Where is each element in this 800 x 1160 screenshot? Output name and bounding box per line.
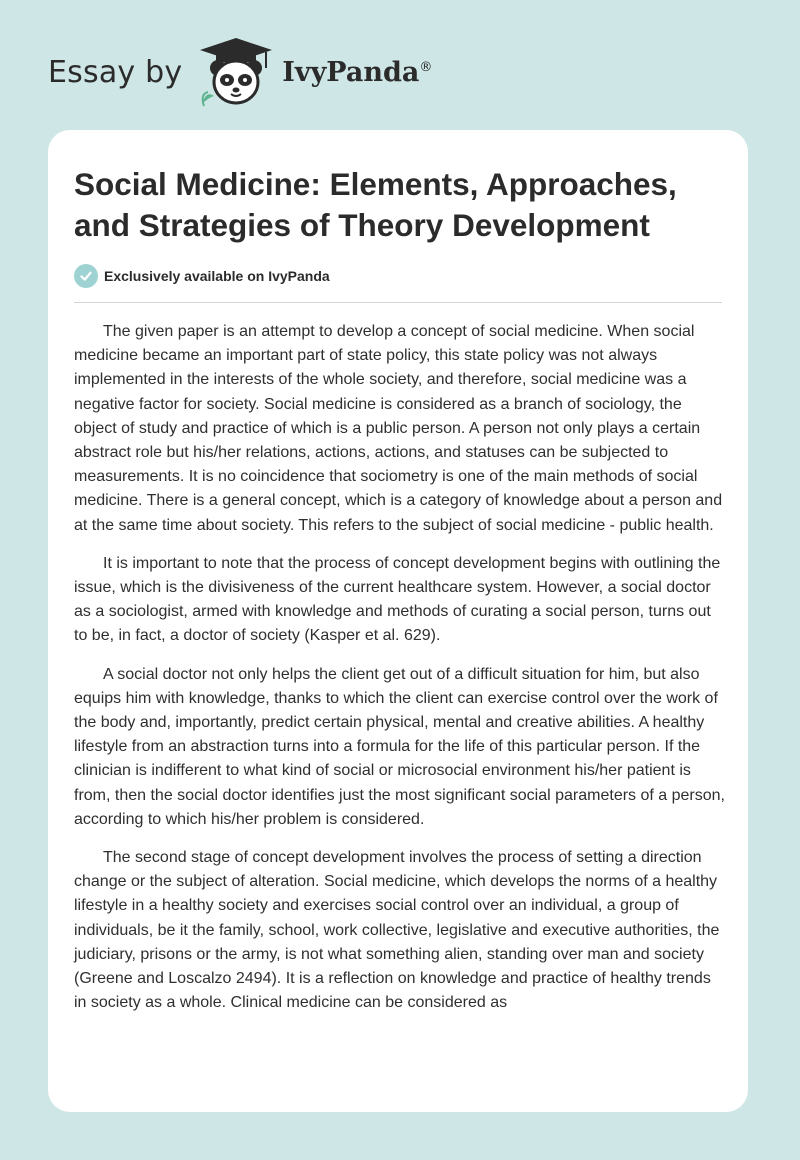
paragraph: The second stage of concept development involves the process of setting a direction change or the subject of alteration. Social medicine, which develops the norms of a healthy lifestyle in a healthy society and exercises social control over an individual, a group of individuals, be it the family, school, work collective, legislative and executive authorities, the judiciary, prisons or the army, is not what something alien, standing over man and society (Greene and Loscalzo 2494). It is a reflection on knowledge and practice of healthy trends in society as a whole. Clinical medicine can be considered as <box>74 849 720 1012</box>
site-header <box>48 36 432 108</box>
essay-body <box>74 320 726 1029</box>
check-circle-icon <box>74 264 98 288</box>
exclusive-badge-label: Exclusively available on IvyPanda <box>104 268 330 284</box>
paragraph: A social doctor not only helps the client get out of a difficult situation for him, but also equips him with knowledge, thanks to which the client can exercise control over the work of the body and, importantly, predict certain physical, mental and creative abilities. A healthy lifestyle from an abstraction turns into a formula for the life of this particular person. If the clinician is indifferent to what kind of social or microsocial environment his/her patient is from, then the social doctor identifies just the most significant social parameters of a person, according to which his/her problem is considered. <box>74 665 725 828</box>
essay-title: Social Medicine: Elements, Approaches, and Strategies of Theory Development <box>74 166 677 243</box>
essay-card <box>48 130 748 1112</box>
registered-mark: ® <box>419 59 433 75</box>
panda-graduate-logo-icon[interactable] <box>196 36 276 108</box>
essay-by-label: Essay by <box>48 54 183 90</box>
paragraph: The given paper is an attempt to develop a concept of social medicine. When social medicine became an important part of state policy, this state policy was not always implemented in the interests of the whole society, and therefore, social medicine was a negative factor for society. Social medicine is considered as a branch of sociology, the object of study and practice of which is a public person. A person not only plays a certain abstract role but his/her relations, actions, actions, and statuses can be subjected to measurements. It is no coincidence that sociometry is one of the main methods of social medicine. There is a general concept, which is a category of knowledge about a person and at the same time about society. This refers to the subject of social medicine - public health. <box>74 323 723 534</box>
exclusive-badge <box>74 264 330 288</box>
brand-text: IvyPanda <box>282 56 420 88</box>
paragraph: It is important to note that the process of concept development begins with outlining the issue, which is the divisiveness of the current healthcare system. However, a social doctor as a sociologist, armed with knowledge and methods of curating a social person, turns out to be, in fact, a doctor of society (Kasper et al. 629). <box>74 554 721 645</box>
brand-name[interactable] <box>282 57 432 88</box>
divider <box>74 302 722 303</box>
